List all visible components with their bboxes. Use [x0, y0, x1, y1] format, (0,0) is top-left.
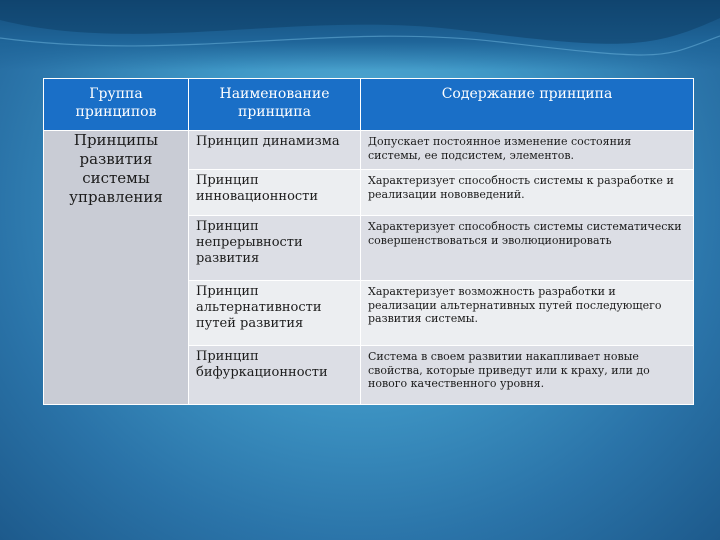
principle-name: Принцип динамизма — [189, 131, 361, 170]
principle-name: Принцип инновационности — [189, 170, 361, 216]
header-group: Группа принципов — [44, 79, 189, 131]
principle-content: Характеризует способность системы к разработке и реализации нововведений. — [361, 170, 694, 216]
principle-name: Принцип бифуркационности — [189, 346, 361, 405]
principle-content: Характеризует возможность разработки и реализации альтернативных путей последующего развития системы. — [361, 281, 694, 346]
header-row — [44, 79, 694, 131]
group-label: Принципы развития системы управления — [44, 131, 189, 405]
background-wave — [0, 0, 720, 70]
principle-content: Система в своем развитии накапливает новые свойства, которые приведут или к краху, или до нового качественного уровня. — [361, 346, 694, 405]
header-content: Содержание принципа — [361, 79, 694, 131]
principle-name: Принцип альтернативности путей развития — [189, 281, 361, 346]
header-name: Наименование принципа — [189, 79, 361, 131]
principle-content: Допускает постоянное изменение состояния системы, ее подсистем, элементов. — [361, 131, 694, 170]
principles-table — [43, 78, 694, 405]
principle-name: Принцип непрерывности развития — [189, 216, 361, 281]
principle-content: Характеризует способность системы систематически совершенствоваться и эволюционировать — [361, 216, 694, 281]
table-row — [44, 131, 694, 170]
